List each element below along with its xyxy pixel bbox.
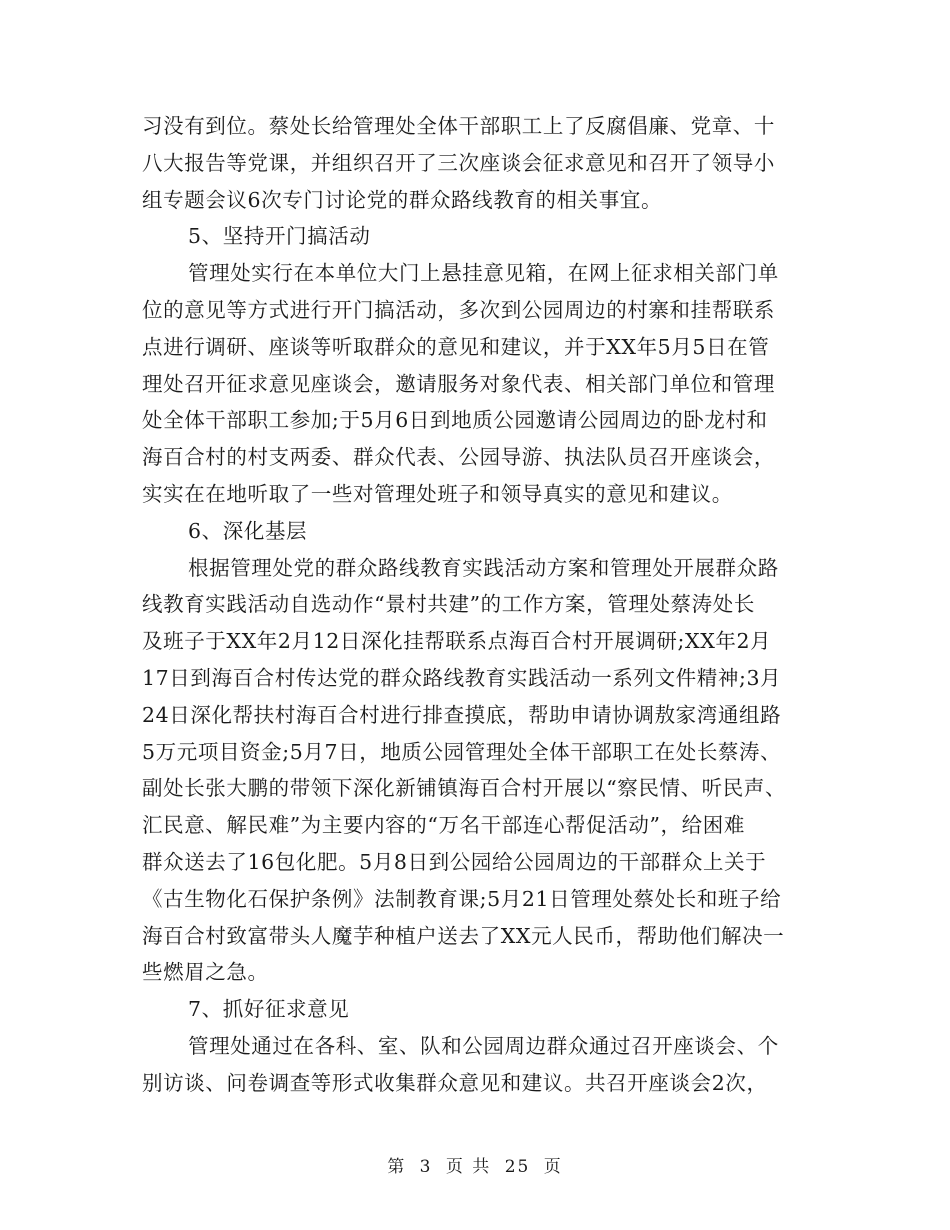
text-line: 八大报告等党课，并组织召开了三次座谈会征求意见和召开了领导小 [142,150,775,175]
text-line: 管理处实行在本单位大门上悬挂意见箱，在网上征求相关部门单 [188,261,779,286]
text-line: 24日深化帮扶村海百合村进行排查摸底，帮助申请协调敖家湾通组路 [142,702,782,727]
current-page-number: 3 [419,1157,433,1177]
footer-prefix: 第 [387,1157,407,1177]
text-line: 处全体干部职工参加;于5月6日到地质公园邀请公园周边的卧龙村和 [142,408,768,433]
text-line: 别访谈、问卷调查等形式收集群众意见和建议。共召开座谈会2次， [142,1070,768,1095]
text-line: 5万元项目资金;5月7日，地质公园管理处全体干部职工在处长蔡涛、 [142,739,782,764]
text-line: 副处长张大鹏的带领下深化新铺镇海百合村开展以“察民情、听民声、 [142,776,787,801]
text-line: 《古生物化石保护条例》法制教育课;5月21日管理处蔡处长和班子给 [142,886,782,911]
text-line: 17日到海百合村传达党的群众路线教育实践活动一系列文件精神;3月 [142,665,782,690]
section-heading: 5、坚持开门搞活动 [188,224,371,249]
text-line: 习没有到位。蔡处长给管理处全体干部职工上了反腐倡廉、党章、十 [142,114,775,138]
body-text [142,108,810,1102]
page-footer [0,1152,950,1177]
section-heading: 7、抓好征求意见 [188,997,350,1022]
text-line: 及班子于XX年2月12日深化挂帮联系点海百合村开展调研;XX年2月 [142,629,772,654]
text-line: 组专题会议6次专门讨论党的群众路线教育的相关事宜。 [142,187,663,212]
footer-middle: 页 共 [445,1157,492,1177]
section-heading: 6、深化基层 [188,518,308,543]
text-line: 海百合村致富带头人魔芋种植户送去了XX元人民币，帮助他们解决一 [142,923,785,948]
text-line: 实实在在地听取了一些对管理处班子和领导真实的意见和建议。 [142,481,733,506]
text-line: 点进行调研、座谈等听取群众的意见和建议，并于XX年5月5日在管 [142,334,770,359]
text-line: 汇民意、解民难”为主要内容的“万名干部连心帮促活动”，给困难 [142,813,745,838]
text-line: 位的意见等方式进行开门搞活动，多次到公园周边的村寨和挂帮联系 [142,297,775,322]
text-line: 群众送去了16包化肥。5月8日到公园给公园周边的干部群众上关于 [142,849,767,874]
text-line: 海百合村的村支两委、群众代表、公园导游、执法队员召开座谈会， [142,445,775,470]
text-line: 线教育实践活动自选动作“景村共建”的工作方案，管理处蔡涛处长 [142,592,755,617]
text-line: 根据管理处党的群众路线教育实践活动方案和管理处开展群众路 [188,555,779,580]
total-pages-number: 25 [504,1157,531,1177]
text-line: 些燃眉之急。 [142,960,269,985]
text-line: 理处召开征求意见座谈会，邀请服务对象代表、相关部门单位和管理 [142,371,775,396]
footer-suffix: 页 [543,1157,563,1177]
text-line: 管理处通过在各科、室、队和公园周边群众通过召开座谈会、个 [188,1033,779,1058]
